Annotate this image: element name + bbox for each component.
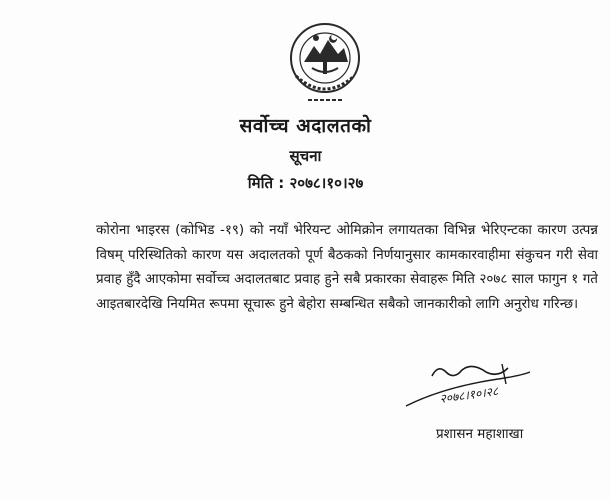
court-title: सर्वोच्च अदालतको xyxy=(239,115,372,137)
signature-scribble-icon xyxy=(402,362,552,424)
date-label: मिति : xyxy=(247,174,285,192)
notice-heading: सूचना xyxy=(289,147,322,165)
date-value: २०७८।१०।२७ xyxy=(289,174,364,192)
supreme-court-emblem xyxy=(286,18,364,106)
notice-date xyxy=(0,173,611,193)
signature-date: २०७८।१०।२८ xyxy=(438,383,500,407)
emblem-icon xyxy=(286,18,364,106)
signature xyxy=(402,362,552,424)
notice-body: कोरोना भाइरस (कोभिड -१९) को नयाँ भेरियन्ट ओमिक्रोन लगायतका विभिन्न भेरिएन्टका कारण उत्पन्न विषम् परिस्थितिको कारण यस अदालतको पूर्ण बैठकको निर्णयानुसार कामकारवाहीमा संकुचन गरी सेवा प्रवाह हुँदै आएकोमा सर्वोच्च अदालतबाट प्रवाह हुने सबै प्रकारका सेवाहरू मिति २०७८ साल फागुन १ गते आइतबारदेखि नियमित रूपमा सूचारू हुने बेहोरा सम्बन्धित सबैको जानकारीको लागि अनुरोध गरिन्छ। xyxy=(96,222,598,312)
issuing-office: प्रशासन महाशाखा xyxy=(436,426,524,442)
